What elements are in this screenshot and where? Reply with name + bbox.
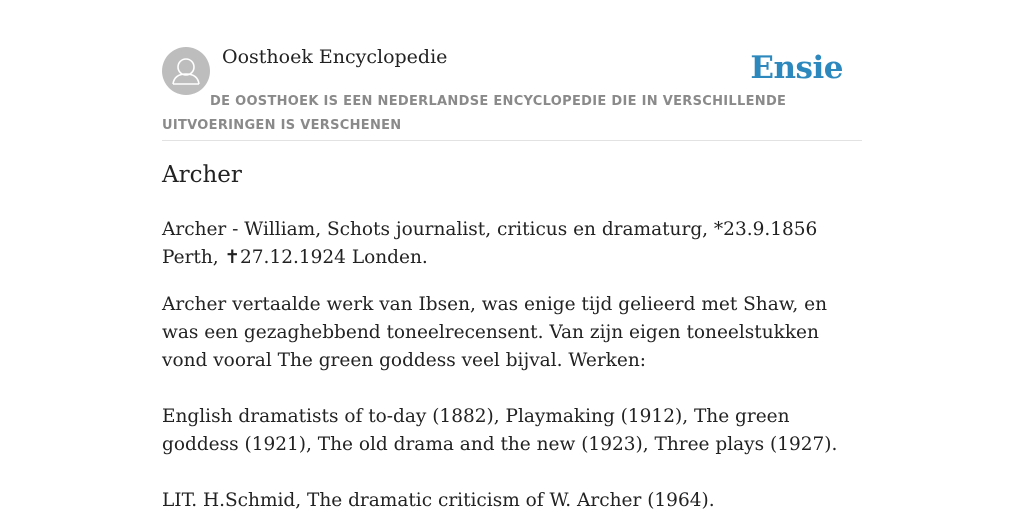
avatar[interactable]	[162, 47, 210, 95]
site-tagline: DE OOSTHOEK IS EEN NEDERLANDSE ENCYCLOPEDIE DIE IN VERSCHILLENDE UITVOERINGEN IS VERSCHENEN	[162, 94, 787, 133]
article-paragraph: Archer vertaalde werk van Ibsen, was enige tijd gelieerd met Shaw, en was een gezaghebbend toneelrecensent. Van zijn eigen toneelstukken vond vooral The green goddess veel bijval. Werken:	[162, 294, 828, 371]
user-icon	[162, 47, 210, 95]
article-paragraph: English dramatists of to-day (1882), Playmaking (1912), The green goddess (1921), The old drama and the new (1923), Three plays (1927).	[162, 406, 838, 455]
article-title: Archer	[162, 162, 242, 188]
site-header	[162, 0, 862, 141]
page-container	[162, 0, 862, 511]
article-paragraph: LIT. H.Schmid, The dramatic criticism of W. Archer (1964).	[162, 490, 715, 511]
site-name-link[interactable]: Oosthoek Encyclopedie	[222, 46, 448, 68]
brand-logo[interactable]: Ensie	[750, 50, 843, 86]
article-paragraph: Archer - William, Schots journalist, criticus en dramaturg, *23.9.1856 Perth, ✝27.12.1924 Londen.	[162, 219, 818, 268]
